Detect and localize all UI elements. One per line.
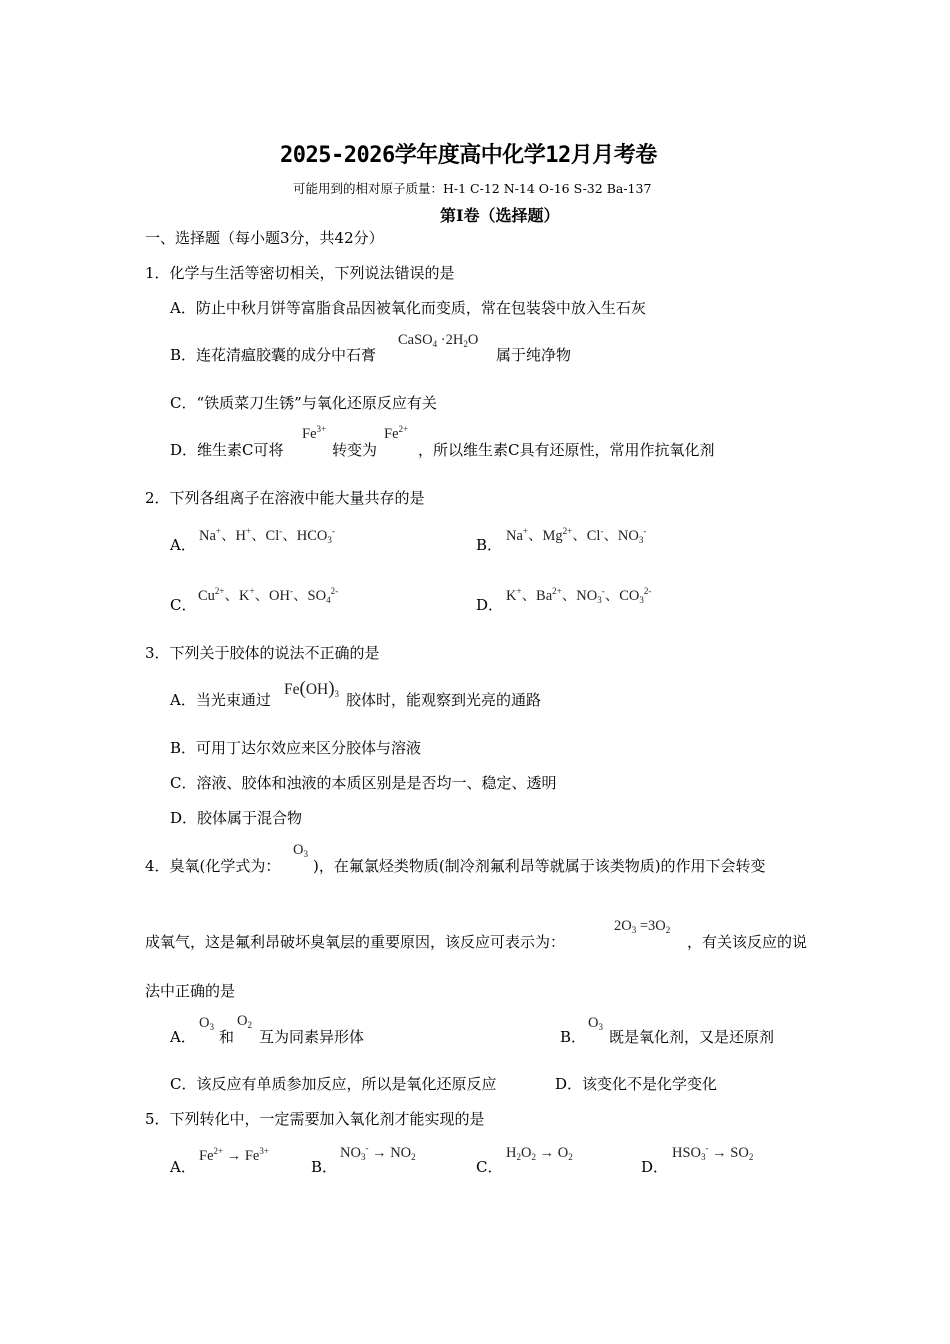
q2-stem: 2．下列各组离子在溶液中能大量共存的是 (145, 489, 425, 507)
q5-option-b-label: B． (311, 1158, 338, 1176)
q1-option-c: C．“铁质菜刀生锈”与氧化还原反应有关 (170, 394, 437, 412)
q2-option-c-ions: $Cu^{2+}$、K+、OH-、$SO_4^{2-}$ (198, 586, 339, 605)
q1-fe3-ion: $Fe^{3+}$ (302, 424, 327, 442)
q1-option-d-tail: ，所以维生素C具有还原性，常用作抗氧化剂 (418, 441, 715, 459)
q4-option-b-tail: 既是氧化剂，又是还原剂 (609, 1028, 775, 1046)
q3-option-b: B．可用丁达尔效应来区分胶体与溶液 (170, 739, 422, 757)
exam-title: 2025-2026学年度高中化学12月月考卷 (280, 143, 657, 168)
q2-option-a-label: A． (170, 536, 196, 554)
q3-option-d: D．胶体属于混合物 (170, 809, 303, 827)
q3-option-a-tail: 胶体时，能观察到光亮的通路 (346, 691, 542, 709)
q4-stem-tail: )，在氟氯烃类物质(制冷剂氟利昂等就属于该类物质)的作用下会转变 (313, 857, 766, 875)
q4-option-a-tail: 互为同素异形体 (259, 1028, 365, 1046)
q1-option-d-text: D．维生素C可将 (170, 441, 284, 459)
q4-option-a-o2: $O_2$ (237, 1013, 252, 1030)
q4-option-b-o3: $O_3$ (588, 1015, 603, 1032)
q2-option-d-ions: K+、$Ba^{2+}$、$NO_3^-$、$CO_3^{2-}$ (506, 586, 652, 605)
q2-option-d-label: D． (476, 596, 504, 614)
q1-option-d-mid: 转变为 (332, 441, 378, 459)
q3-option-a-text: A．当光束通过 (170, 691, 271, 709)
atomic-masses: 可能用到的相对原子质量：H-1 C-12 N-14 O-16 S-32 Ba-137 (293, 181, 652, 196)
q3-formula-feoh3: $Fe(OH)_3$ (284, 678, 340, 699)
part-title: 第Ⅰ卷（选择题） (440, 206, 560, 225)
q3-stem: 3．下列关于胶体的说法不正确的是 (145, 644, 380, 662)
q4-stem-line2-tail: ，有关该反应的说 (687, 933, 808, 951)
q4-option-d: D．该变化不是化学变化 (555, 1075, 718, 1093)
q5-option-d-equation: $HSO_3^- \to SO_2$ (672, 1143, 754, 1162)
q4-stem-line3: 法中正确的是 (145, 982, 236, 1000)
section-heading: 一、选择题（每小题3分，共42分） (145, 229, 384, 247)
q1-option-b-tail: 属于纯净物 (496, 346, 572, 364)
q1-option-b-text: B．连花清瘟胶囊的成分中石膏 (170, 346, 377, 364)
q1-option-a: A．防止中秋月饼等富脂食品因被氧化而变质，常在包装袋中放入生石灰 (170, 299, 646, 317)
q5-option-a-label: A． (170, 1158, 196, 1176)
q4-option-a-and: 和 (219, 1028, 235, 1046)
q5-stem: 5．下列转化中，一定需要加入氧化剂才能实现的是 (145, 1110, 485, 1128)
q4-option-a-o3: $O_3$ (199, 1015, 214, 1032)
q4-stem-line2: 成氧气，这是氟利昂破坏臭氧层的重要原因，该反应可表示为： (145, 933, 566, 951)
q4-equation: $2O_3 =3O_2$ (614, 918, 671, 935)
q5-option-d-label: D． (641, 1158, 669, 1176)
q5-option-a-equation: $Fe^{2+} \to Fe^{3+}$ (199, 1146, 269, 1164)
q2-option-a-ions: Na+、H+、Cl-、$HCO_3^-$ (199, 526, 335, 545)
q3-option-c: C．溶液、胶体和浊液的本质区别是是否均一、稳定、透明 (170, 774, 557, 792)
q2-option-c-label: C． (170, 596, 197, 614)
q5-option-c-label: C． (476, 1158, 503, 1176)
q4-option-a-label: A． (170, 1028, 196, 1046)
q1-fe2-ion: $Fe^{2+}$ (384, 424, 409, 442)
q4-option-b-label: B． (560, 1028, 587, 1046)
q4-ozone-formula: $O_3$ (293, 842, 308, 859)
q2-option-b-label: B． (476, 536, 503, 554)
q4-option-c: C．该反应有单质参加反应，所以是氧化还原反应 (170, 1075, 497, 1093)
q5-option-b-equation: $NO_3^- \to NO_2$ (340, 1143, 416, 1162)
q1-formula-gypsum: CaSO$_4$ $\cdot 2H_2O$ (398, 332, 479, 349)
q4-stem-text: 4．臭氧(化学式为： (145, 857, 281, 875)
q1-stem: 1．化学与生活等密切相关，下列说法错误的是 (145, 264, 455, 282)
q2-option-b-ions: Na+、$Mg^{2+}$、Cl-、$NO_3^-$ (506, 526, 647, 545)
q5-option-c-equation: $H_2O_2 \to O_2$ (506, 1145, 573, 1162)
